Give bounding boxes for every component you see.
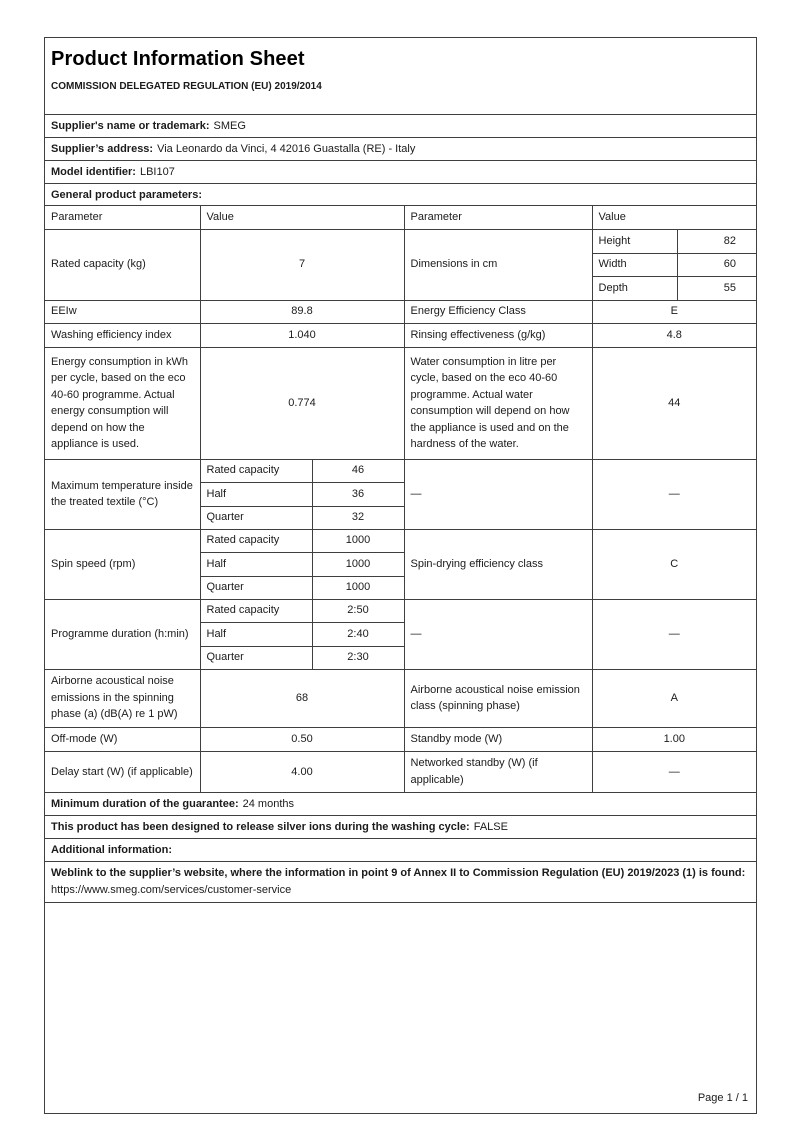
model-identifier-value: LBI107: [139, 166, 175, 178]
guarantee-row: [45, 792, 756, 815]
additional-information-row: [45, 838, 756, 861]
column-header-value-left: Value: [200, 206, 404, 229]
table-row: [45, 599, 756, 622]
max-temp-quarter-label: Quarter: [200, 506, 312, 529]
rinsing-value: 4.8: [592, 323, 756, 347]
dimension-width-value: 60: [677, 253, 756, 276]
table-row: [45, 300, 756, 323]
dimension-depth-value: 55: [677, 276, 756, 300]
noise-emissions-label: Airborne acoustical noise emissions in the spinning phase (a) (dB(A) re 1 pW): [45, 669, 200, 727]
silver-ions-row: [45, 815, 756, 838]
rated-capacity-value: 7: [200, 229, 404, 300]
max-temp-quarter-value: 32: [312, 506, 404, 529]
eei-value: 89.8: [200, 300, 404, 323]
regulation-subtitle: COMMISSION DELEGATED REGULATION (EU) 2019/2014: [51, 81, 322, 92]
guarantee-label: Minimum duration of the guarantee:: [51, 798, 239, 810]
networked-standby-label: Networked standby (W) (if applicable): [404, 751, 592, 792]
column-header-parameter-left: Parameter: [45, 206, 200, 229]
delay-start-label: Delay start (W) (if applicable): [45, 751, 200, 792]
supplier-name-value: SMEG: [213, 120, 246, 132]
general-parameters-label: General product parameters:: [51, 188, 202, 201]
supplier-address-value: Via Leonardo da Vinci, 4 42016 Guastalla (RE) - Italy: [157, 143, 416, 155]
dimension-height-value: 82: [677, 229, 756, 253]
duration-rated-label: Rated capacity: [200, 599, 312, 622]
table-row: [45, 347, 756, 459]
product-information-sheet: [44, 37, 757, 1114]
spin-quarter-label: Quarter: [200, 576, 312, 599]
offmode-label: Off-mode (W): [45, 727, 200, 751]
max-temp-dash-parameter: —: [404, 459, 592, 529]
dimensions-label: Dimensions in cm: [404, 229, 592, 300]
max-temp-dash-value: —: [592, 459, 756, 529]
silver-ions-value: FALSE: [473, 821, 508, 833]
duration-quarter-label: Quarter: [200, 646, 312, 669]
delay-start-value: 4.00: [200, 751, 404, 792]
spin-class-value: C: [592, 529, 756, 599]
noise-emissions-value: 68: [200, 669, 404, 727]
column-header-parameter-right: Parameter: [404, 206, 592, 229]
programme-duration-label: Programme duration (h:min): [45, 599, 200, 669]
spin-quarter-value: 1000: [312, 576, 404, 599]
noise-class-value: A: [592, 669, 756, 727]
water-consumption-value: 44: [592, 347, 756, 459]
silver-ions-label: This product has been designed to release silver ions during the washing cycle:: [51, 821, 470, 833]
table-row: [45, 727, 756, 751]
supplier-website-link[interactable]: https://www.smeg.com/services/customer-service: [51, 884, 292, 896]
spin-rated-label: Rated capacity: [200, 529, 312, 552]
max-temp-rated-label: Rated capacity: [200, 459, 312, 482]
model-identifier-row: [45, 160, 756, 183]
duration-rated-value: 2:50: [312, 599, 404, 622]
table-row: [45, 751, 756, 792]
duration-dash-value: —: [592, 599, 756, 669]
washing-index-value: 1.040: [200, 323, 404, 347]
table-row: [45, 669, 756, 727]
table-row: [45, 529, 756, 552]
table-header-row: [45, 206, 756, 229]
general-parameters-heading-row: [45, 183, 756, 206]
energy-consumption-label: Energy consumption in kWh per cycle, based on the eco 40-60 programme. Actual energy consumption will depend on how the appliance is used.: [45, 347, 200, 459]
noise-class-label: Airborne acoustical noise emission class (spinning phase): [404, 669, 592, 727]
spin-half-value: 1000: [312, 552, 404, 576]
table-row: [45, 229, 756, 253]
eei-label: EEIw: [45, 300, 200, 323]
page-title: Product Information Sheet: [51, 48, 305, 70]
weblink-row: [45, 861, 756, 903]
energy-class-value: E: [592, 300, 756, 323]
energy-class-label: Energy Efficiency Class: [404, 300, 592, 323]
supplier-name-row: [45, 114, 756, 137]
duration-quarter-value: 2:30: [312, 646, 404, 669]
table-row: [45, 459, 756, 482]
supplier-address-row: [45, 137, 756, 160]
max-temp-half-value: 36: [312, 482, 404, 506]
standby-value: 1.00: [592, 727, 756, 751]
spin-rated-value: 1000: [312, 529, 404, 552]
max-temp-rated-value: 46: [312, 459, 404, 482]
spin-speed-label: Spin speed (rpm): [45, 529, 200, 599]
duration-half-value: 2:40: [312, 622, 404, 646]
dimension-width-label: Width: [592, 253, 677, 276]
max-temp-half-label: Half: [200, 482, 312, 506]
supplier-address-label: Supplier’s address:: [51, 143, 154, 155]
supplier-name-label: Supplier's name or trademark:: [51, 120, 210, 132]
column-header-value-right: Value: [592, 206, 756, 229]
table-row: [45, 323, 756, 347]
model-identifier-label: Model identifier:: [51, 166, 136, 178]
networked-standby-value: —: [592, 751, 756, 792]
standby-label: Standby mode (W): [404, 727, 592, 751]
offmode-value: 0.50: [200, 727, 404, 751]
dimension-height-label: Height: [592, 229, 677, 253]
water-consumption-label: Water consumption in litre per cycle, based on the eco 40-60 programme. Actual water consumption will depend on how the appliance is used and on the hardness of the water.: [404, 347, 592, 459]
guarantee-value: 24 months: [242, 798, 294, 810]
spin-half-label: Half: [200, 552, 312, 576]
max-temperature-label: Maximum temperature inside the treated textile (°C): [45, 459, 200, 529]
spin-class-label: Spin-drying efficiency class: [404, 529, 592, 599]
dimension-depth-label: Depth: [592, 276, 677, 300]
duration-dash-parameter: —: [404, 599, 592, 669]
weblink-label: Weblink to the supplier’s website, where the information in point 9 of Annex II to Commission Regulation (EU) 2019/2023 (1) is found:: [51, 867, 746, 879]
title-block: [45, 38, 756, 114]
page-number: Page 1 / 1: [697, 1092, 748, 1104]
rinsing-label: Rinsing effectiveness (g/kg): [404, 323, 592, 347]
additional-information-label: Additional information:: [51, 844, 172, 856]
energy-consumption-value: 0.774: [200, 347, 404, 459]
washing-index-label: Washing efficiency index: [45, 323, 200, 347]
rated-capacity-label: Rated capacity (kg): [45, 229, 200, 300]
general-parameters-table: [45, 206, 756, 792]
duration-half-label: Half: [200, 622, 312, 646]
